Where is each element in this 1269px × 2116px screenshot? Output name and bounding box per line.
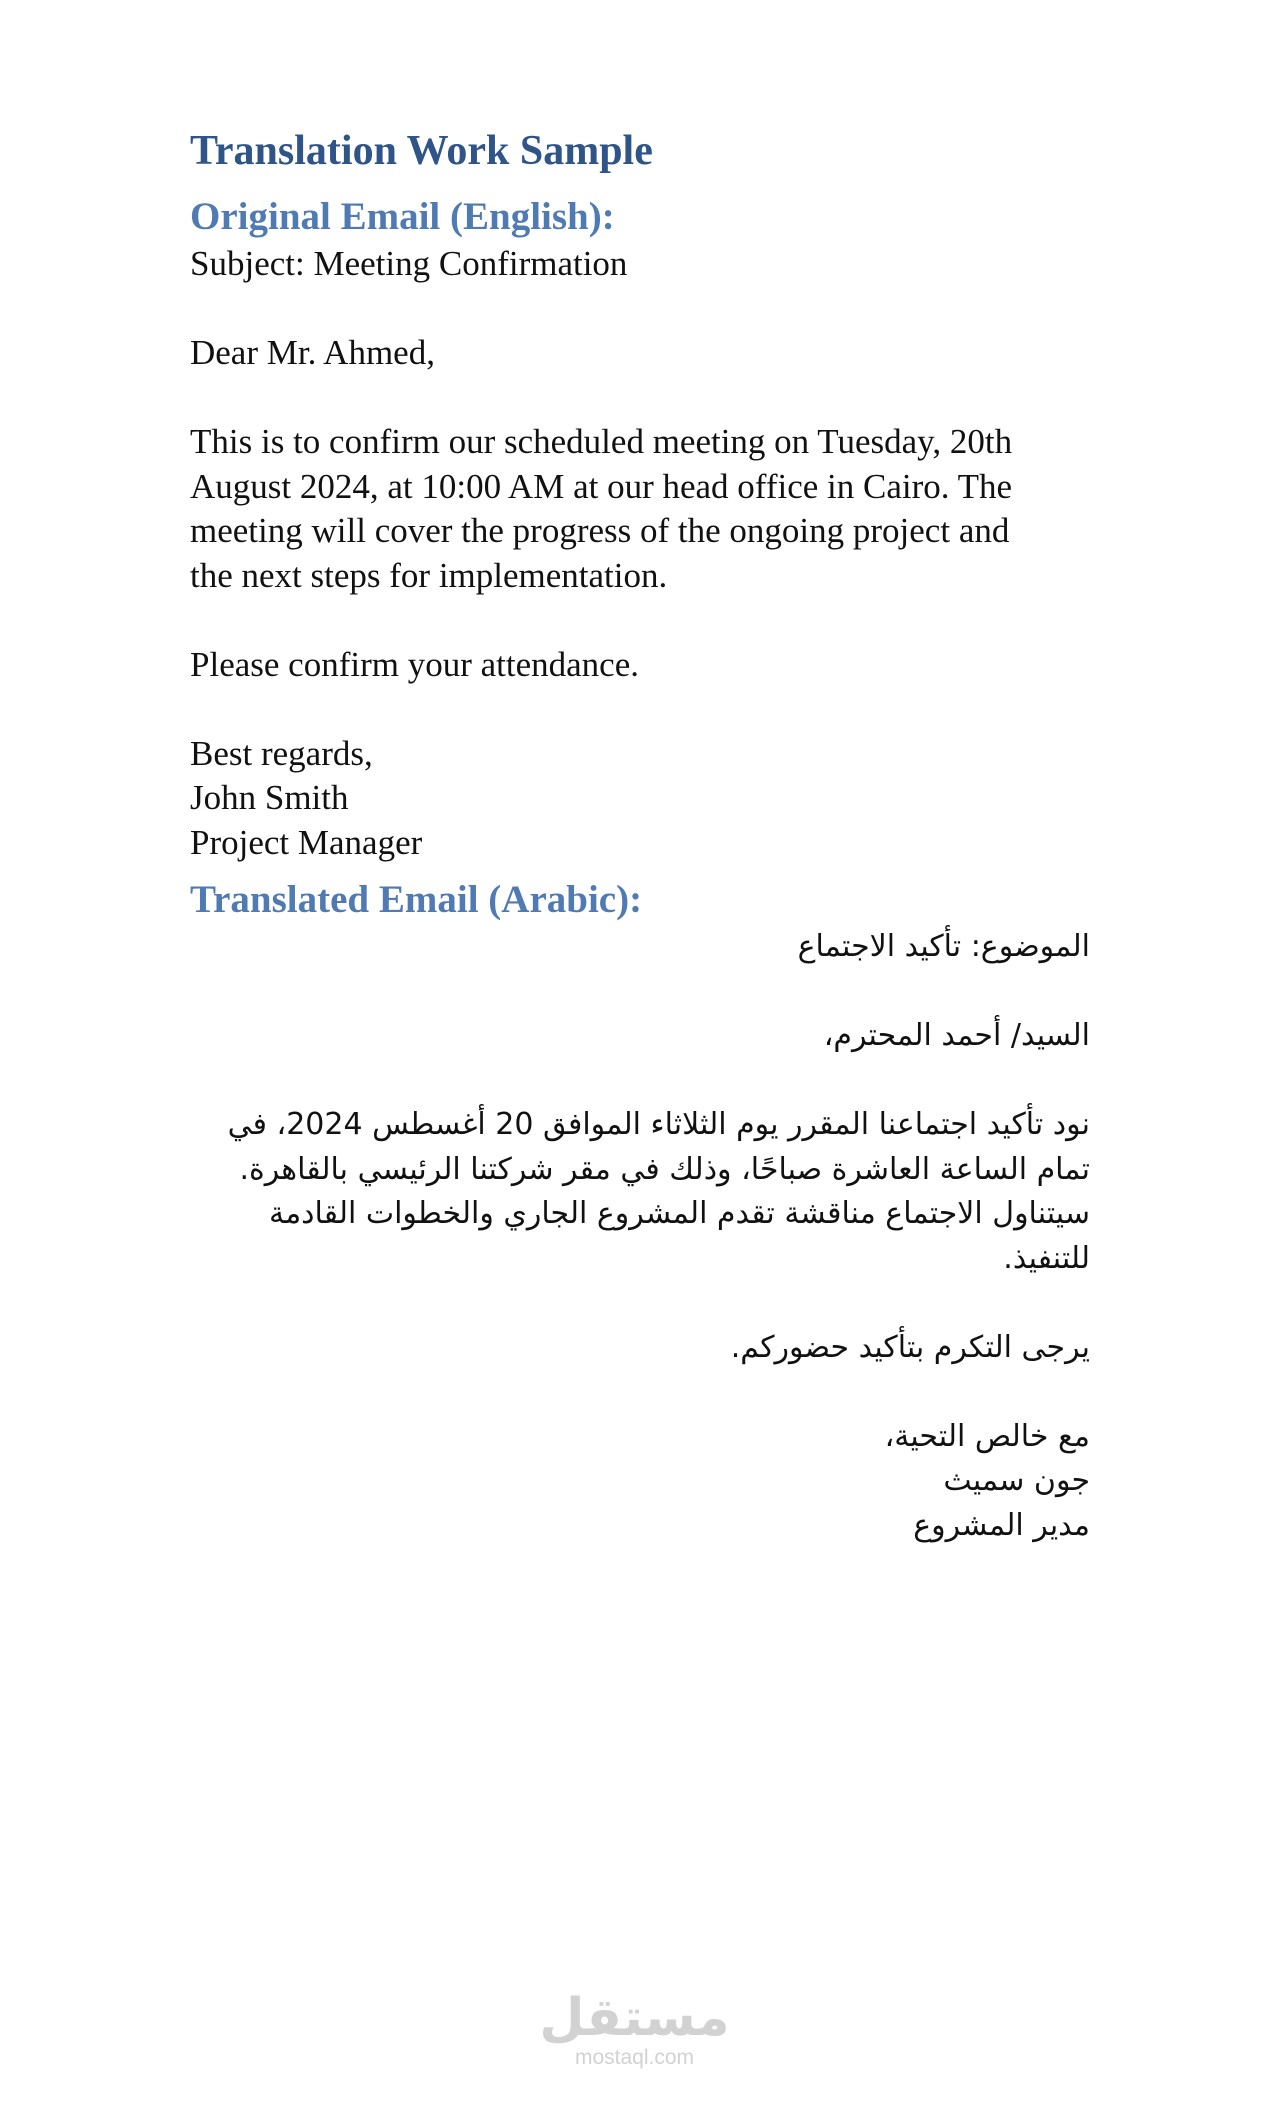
spacer — [190, 376, 1090, 421]
translated-body-line: سيتناول الاجتماع مناقشة تقدم المشروع الجاري والخطوات القادمة — [269, 1196, 1090, 1231]
translated-greeting: السيد/ أحمد المحترم، — [823, 1018, 1090, 1053]
translated-subject: الموضوع: تأكيد الاجتماع — [797, 929, 1090, 964]
document-page — [190, 120, 1090, 1548]
translated-request: يرجى التكرم بتأكيد حضوركم. — [730, 1329, 1090, 1365]
translated-closing: مع خالص التحية، — [884, 1418, 1090, 1454]
original-body-line: meeting will cover the progress of the ongoing project and — [190, 511, 1010, 550]
spacer — [190, 598, 1090, 643]
translated-signer-title: مدير المشروع — [913, 1507, 1090, 1543]
translated-body-line: تمام الساعة العاشرة صباحًا، وذلك في مقر شركتنا الرئيسي بالقاهرة. — [239, 1151, 1090, 1187]
spacer — [190, 287, 1090, 332]
original-subject: Subject: Meeting Confirmation — [190, 244, 628, 283]
original-email-section — [190, 192, 1090, 865]
original-signer-name: John Smith — [190, 778, 349, 817]
spacer — [190, 970, 1090, 1015]
translated-signer-name: جون سميث — [943, 1463, 1090, 1498]
spacer — [190, 1059, 1090, 1104]
spacer — [190, 687, 1090, 732]
original-closing: Best regards, — [190, 733, 373, 773]
original-email-heading: Original Email (English): — [190, 195, 615, 238]
spacer — [190, 1370, 1090, 1415]
original-request: Please confirm your attendance. — [190, 644, 639, 684]
original-body-line: the next steps for implementation. — [190, 555, 668, 595]
original-body-line: This is to confirm our scheduled meeting on Tuesday, 20th — [190, 422, 1013, 461]
translated-email-section — [190, 875, 1090, 1548]
mostaql-watermark — [0, 1990, 1269, 2070]
translated-email-heading: Translated Email (Arabic): — [190, 878, 643, 921]
watermark-url: mostaql.com — [574, 2046, 695, 2069]
watermark-logo: مستقل — [539, 1988, 730, 2048]
document-title: Translation Work Sample — [190, 128, 653, 174]
original-greeting: Dear Mr. Ahmed, — [190, 333, 435, 372]
translated-body-line: للتنفيذ. — [1003, 1240, 1090, 1276]
original-signer-title: Project Manager — [190, 822, 423, 862]
translated-body-line: نود تأكيد اجتماعنا المقرر يوم الثلاثاء الموافق 20 أغسطس 2024، في — [227, 1107, 1090, 1142]
spacer — [190, 1281, 1090, 1326]
original-body-line: August 2024, at 10:00 AM at our head office in Cairo. The — [190, 466, 1013, 506]
